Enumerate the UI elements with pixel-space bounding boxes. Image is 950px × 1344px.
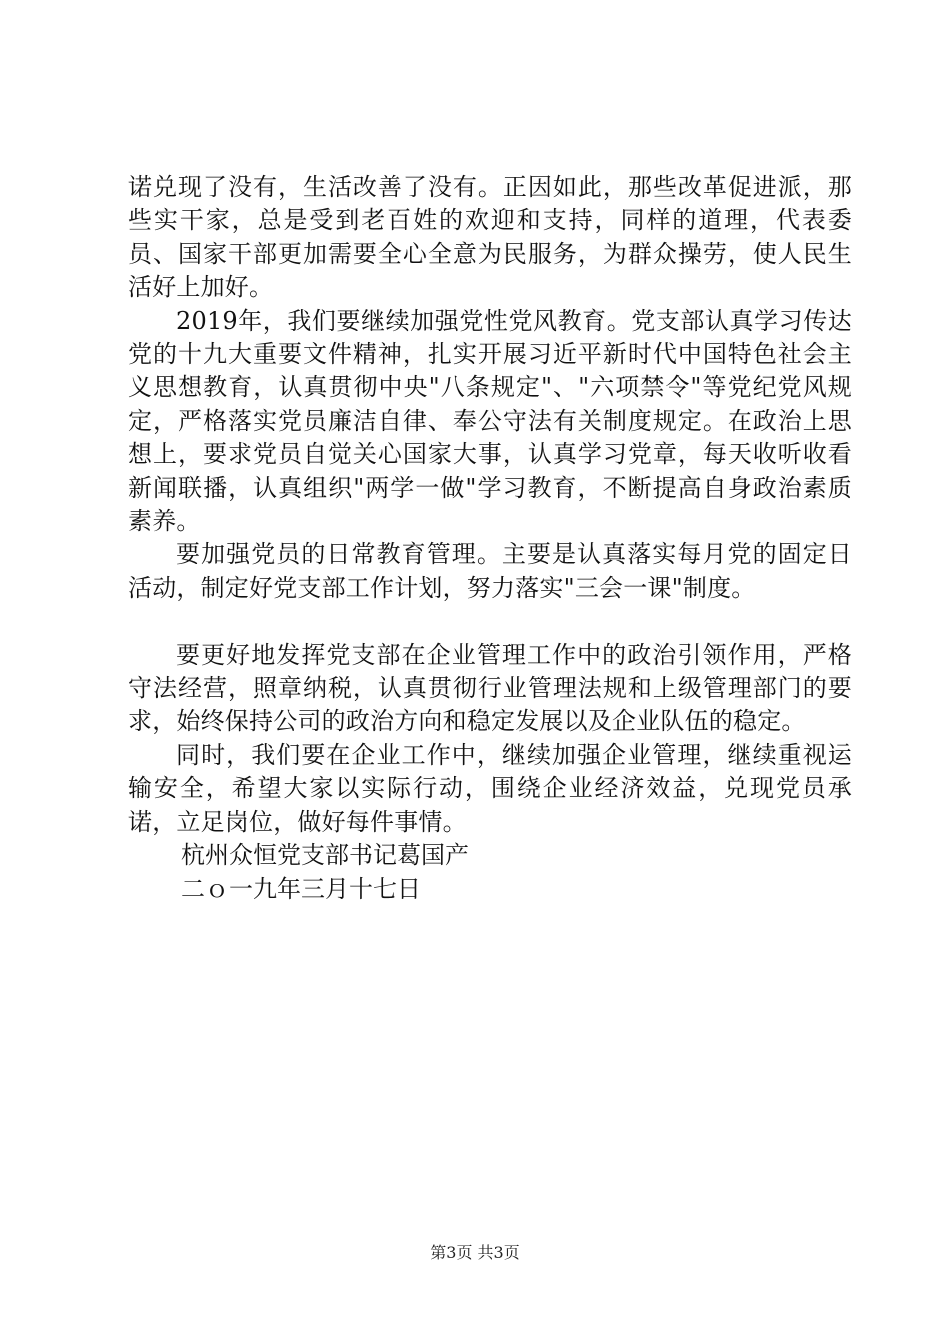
paragraph-party-education: 2019年，我们要继续加强党性党风教育。党支部认真学习传达党的十九大重要文件精神，扎实开展习近平新时代中国特色社会主义思想教育，认真贯彻中央"八条规定"、"六项禁令"等党纪党风规定，严格落实党员廉洁自律、奉公守法有关制度规定。在政治上思想上，要求党员自觉关心国家大事，认真学习党章，每天收听收看新闻联播，认真组织"两学一做"学习教育，不断提高自身政治素质素养。 (128, 306, 852, 536)
paragraph-enterprise-work: 同时，我们要在企业工作中，继续加强企业管理，继续重视运输安全，希望大家以实际行动，围绕企业经济效益，兑现党员承诺，立足岗位，做好每件事情。 (128, 740, 852, 836)
signature-date: 二ｏ一九年三月十七日 (181, 874, 421, 903)
document-body (128, 171, 852, 906)
paragraph-political-leadership: 要更好地发挥党支部在企业管理工作中的政治引领作用，严格守法经营，照章纳税，认真贯彻行业管理法规和上级管理部门的要求，始终保持公司的政治方向和稳定发展以及企业队伍的稳定。 (128, 640, 852, 736)
paragraph-continued: 诺兑现了没有，生活改善了没有。正因如此，那些改革促进派，那些实干家，总是受到老百姓的欢迎和支持，同样的道理，代表委员、国家干部更加需要全心全意为民服务，为群众操劳，使人民生活好上加好。 (128, 173, 852, 302)
page-footer: 第3页 共3页 (430, 1243, 520, 1262)
signature-organization: 杭州众恒党支部书记葛国产 (181, 841, 469, 870)
paragraph-member-management: 要加强党员的日常教育管理。主要是认真落实每月党的固定日活动，制定好党支部工作计划，努力落实"三会一课"制度。 (128, 540, 852, 602)
